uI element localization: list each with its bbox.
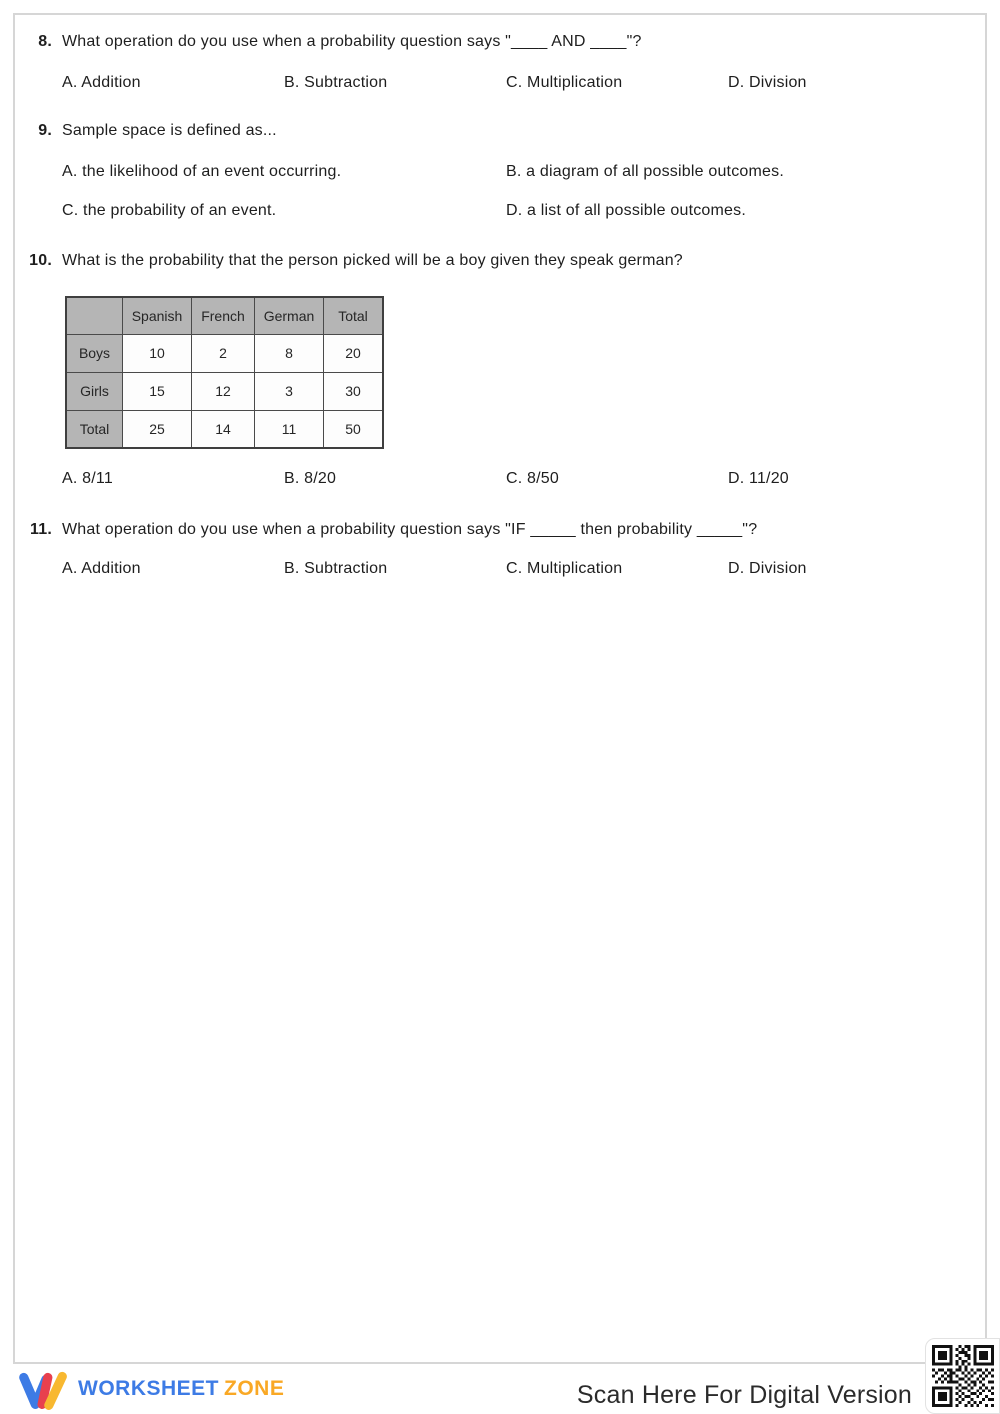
table-row [66,372,383,410]
table-row-label: Total [66,410,123,448]
question-11-options [0,560,1000,580]
table-cell: 50 [324,410,384,448]
option-b: B. Subtraction [284,74,388,91]
table-cell: 14 [192,410,255,448]
option-d: D. Division [728,74,807,91]
brand-logo [18,1366,284,1412]
scan-instruction: Scan Here For Digital Version [576,1381,912,1409]
question-9-options-row-1 [0,163,1000,183]
table-row [66,410,383,448]
question-9-options-row-2 [0,202,1000,222]
table-cell: 30 [324,372,384,410]
table-header-cell: Spanish [123,297,192,334]
question-number: 11. [30,521,52,538]
brand-word-zone: ZONE [224,1377,285,1400]
option-b: B. 8/20 [284,470,337,487]
option-a: A. Addition [62,560,141,577]
brand-name [78,1377,284,1401]
table-corner-cell [66,297,123,334]
option-d: D. Division [728,560,807,577]
question-9 [28,122,277,140]
brand-word-worksheet: WORKSHEET [78,1377,219,1400]
table-cell: 11 [255,410,324,448]
table-row [66,334,383,372]
table-header-cell: French [192,297,255,334]
table-cell: 12 [192,372,255,410]
question-number: 8. [38,33,52,50]
question-number: 10. [29,252,52,269]
option-d: D. 11/20 [728,470,789,487]
option-c: C. 8/50 [506,470,559,487]
table-cell: 3 [255,372,324,410]
table-header-cell: Total [324,297,384,334]
option-d: D. a list of all possible outcomes. [506,202,746,219]
table-cell: 2 [192,334,255,372]
option-c: C. Multiplication [506,560,623,577]
question-8-options [0,74,1000,94]
worksheet-zone-w-logo-icon [18,1366,70,1412]
question-text: What operation do you use when a probability question says "IF _____ then probability _____"? [62,521,758,538]
table-cell: 15 [123,372,192,410]
option-c: C. the probability of an event. [62,202,277,219]
table-header-row [66,297,383,334]
table-cell: 10 [123,334,192,372]
question-11 [28,521,757,539]
question-text: What operation do you use when a probability question says "____ AND ____"? [62,33,642,50]
table-cell: 25 [123,410,192,448]
option-b: B. a diagram of all possible outcomes. [506,163,784,180]
option-a: A. the likelihood of an event occurring. [62,163,342,180]
frequency-table [65,296,384,449]
table-cell: 8 [255,334,324,372]
question-number: 9. [38,122,52,139]
qr-code-icon [932,1345,994,1407]
question-8 [28,33,642,51]
option-a: A. 8/11 [62,470,113,487]
question-10-options [0,470,1000,490]
table-row-label: Girls [66,372,123,410]
table-cell: 20 [324,334,384,372]
option-a: A. Addition [62,74,141,91]
question-10 [28,252,683,270]
option-c: C. Multiplication [506,74,623,91]
question-text: Sample space is defined as... [62,122,277,139]
question-text: What is the probability that the person picked will be a boy given they speak german? [62,252,683,269]
qr-card [925,1338,1000,1414]
table-row-label: Boys [66,334,123,372]
option-b: B. Subtraction [284,560,388,577]
table-header-cell: German [255,297,324,334]
